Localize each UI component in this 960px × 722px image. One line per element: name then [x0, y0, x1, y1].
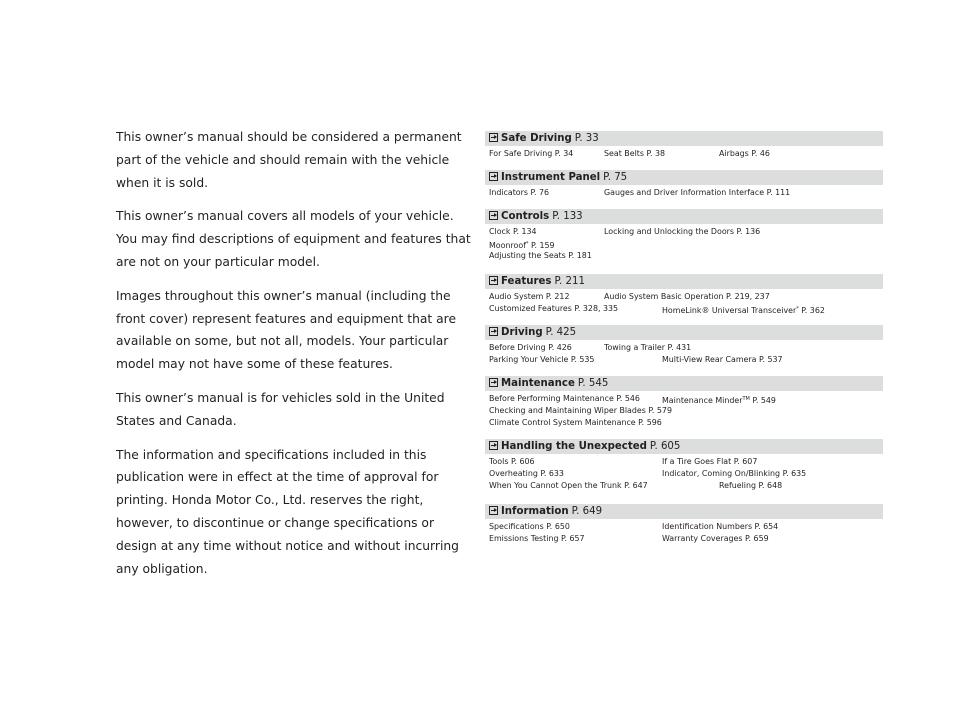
index-link-text: Clock P. 134 — [489, 227, 537, 236]
index-link-text: Adjusting the Seats P. 181 — [489, 251, 592, 260]
quick-reference-index — [485, 131, 883, 545]
index-section — [485, 131, 883, 160]
index-section — [485, 325, 883, 366]
index-link[interactable] — [489, 291, 569, 303]
index-link-text: Refueling P. 648 — [719, 481, 783, 490]
index-link-text: Emissions Testing P. 657 — [489, 534, 585, 543]
section-header[interactable] — [485, 376, 883, 391]
arrow-ref-icon — [489, 327, 498, 336]
index-link-text: For Safe Driving P. 34 — [489, 149, 574, 158]
arrow-ref-icon — [489, 276, 498, 285]
section-title: Safe Driving — [501, 133, 572, 144]
section-header[interactable] — [485, 209, 883, 224]
index-link[interactable] — [489, 226, 537, 238]
section-header[interactable] — [485, 325, 883, 340]
index-row — [485, 250, 883, 262]
index-row — [485, 187, 883, 199]
index-link[interactable] — [489, 303, 618, 315]
index-link-text: Climate Control System Maintenance P. 596 — [489, 418, 662, 427]
index-link[interactable] — [662, 533, 769, 545]
index-link[interactable] — [489, 148, 573, 160]
section-page-ref: P. 75 — [603, 172, 628, 183]
index-row — [485, 393, 883, 405]
index-link-text: HomeLink® Universal Transceiver — [662, 306, 797, 315]
index-link-text: If a Tire Goes Flat P. 607 — [662, 457, 758, 466]
index-section — [485, 376, 883, 429]
index-row — [485, 342, 883, 354]
index-link-text: When You Cannot Open the Trunk P. 647 — [489, 481, 648, 490]
index-link[interactable] — [489, 393, 640, 405]
index-section — [485, 504, 883, 545]
index-link[interactable] — [604, 187, 790, 199]
section-title: Instrument Panel — [501, 172, 601, 183]
index-link[interactable] — [662, 456, 757, 468]
index-row — [485, 303, 883, 315]
section-title: Features — [501, 276, 552, 287]
index-link[interactable] — [662, 354, 783, 366]
section-page-ref: P. 33 — [574, 133, 599, 144]
index-link[interactable] — [489, 521, 570, 533]
index-link-text: Parking Your Vehicle P. 535 — [489, 355, 595, 364]
index-link[interactable] — [662, 521, 778, 533]
index-row — [485, 480, 883, 492]
section-page-ref: P. 545 — [577, 378, 609, 389]
section-header[interactable] — [485, 504, 883, 519]
section-title: Handling the Unexpected — [501, 441, 647, 452]
arrow-ref-icon — [489, 506, 498, 515]
index-link-text: Indicators P. 76 — [489, 188, 550, 197]
index-link[interactable] — [489, 405, 672, 417]
index-link-text: Before Performing Maintenance P. 546 — [489, 394, 640, 403]
index-link-text: Airbags P. 46 — [719, 149, 770, 158]
index-link-text: Identification Numbers P. 654 — [662, 522, 779, 531]
index-link[interactable] — [489, 533, 585, 545]
arrow-ref-icon — [489, 441, 498, 450]
index-section — [485, 439, 883, 492]
section-page-ref: P. 425 — [545, 327, 577, 338]
index-link[interactable] — [489, 342, 572, 354]
index-link-page: P. 362 — [798, 306, 825, 315]
index-row — [485, 533, 883, 545]
section-page-ref: P. 133 — [552, 211, 583, 222]
index-link[interactable] — [719, 148, 770, 160]
index-link[interactable] — [489, 480, 648, 492]
index-link[interactable] — [604, 342, 691, 354]
index-link[interactable] — [604, 226, 760, 238]
intro-paragraph: This owner’s manual should be considered a permanent part of the vehicle and should remain with the vehicle when it is sold. — [116, 130, 462, 190]
arrow-ref-icon — [489, 172, 498, 181]
index-link[interactable] — [604, 148, 665, 160]
index-link-text: Tools P. 606 — [489, 457, 535, 466]
superscript-mark: * — [796, 306, 799, 312]
index-link[interactable] — [489, 187, 549, 199]
index-link[interactable] — [489, 417, 662, 429]
section-header[interactable] — [485, 131, 883, 146]
index-link-text: Moonroof — [489, 241, 526, 250]
section-header[interactable] — [485, 170, 883, 185]
index-link-text: Maintenance Minder — [662, 396, 743, 405]
index-link-text: Multi-View Rear Camera P. 537 — [662, 355, 783, 364]
arrow-ref-icon — [489, 378, 498, 387]
index-link-text: Audio System P. 212 — [489, 292, 570, 301]
index-link-text: Seat Belts P. 38 — [604, 149, 666, 158]
index-link[interactable] — [489, 468, 564, 480]
index-link[interactable] — [719, 480, 782, 492]
section-page-ref: P. 605 — [649, 441, 681, 452]
intro-paragraph: This owner’s manual covers all models of your vehicle. You may find descriptions of equipment and features that are not on your particular model. — [116, 209, 471, 269]
index-link-text: Audio System Basic Operation P. 219, 237 — [604, 292, 770, 301]
section-header[interactable] — [485, 274, 883, 289]
index-link[interactable] — [604, 291, 770, 303]
index-section — [485, 209, 883, 262]
index-link-text: Before Driving P. 426 — [489, 343, 572, 352]
index-link[interactable] — [662, 303, 825, 317]
arrow-ref-icon — [489, 133, 498, 142]
index-link-page: P. 159 — [528, 241, 555, 250]
section-page-ref: P. 649 — [571, 506, 603, 517]
index-link-text: Customized Features P. 328, 335 — [489, 304, 619, 313]
arrow-ref-icon — [489, 211, 498, 220]
index-link-text: Overheating P. 633 — [489, 469, 564, 478]
index-section — [485, 170, 883, 199]
section-title: Controls — [501, 211, 550, 222]
index-row — [485, 148, 883, 160]
index-row — [485, 521, 883, 533]
section-page-ref: P. 211 — [554, 276, 585, 287]
index-section — [485, 274, 883, 315]
index-row — [485, 291, 883, 303]
index-link[interactable] — [489, 354, 594, 366]
intro-text — [116, 126, 478, 591]
index-link-text: Specifications P. 650 — [489, 522, 570, 531]
index-row — [485, 456, 883, 468]
intro-paragraph: Images throughout this owner’s manual (including the front cover) represent features and equipment that are available on some, but not all, models. Your particular model may not have some of these features. — [116, 288, 457, 372]
index-row — [485, 405, 883, 417]
section-title: Information — [501, 506, 569, 517]
section-title: Maintenance — [501, 378, 575, 389]
index-link[interactable] — [489, 456, 535, 468]
index-link-text: Indicator, Coming On/Blinking P. 635 — [662, 469, 807, 478]
index-row — [485, 238, 883, 250]
intro-paragraph: This owner’s manual is for vehicles sold in the United States and Canada. — [116, 390, 445, 428]
intro-paragraph: The information and specifications included in this publication were in effect at the time of approval for printing. Honda Motor Co., Ltd. reserves the right, however, to discontinue or change specifications or design at any time without notice and without incurring any obligation. — [116, 447, 459, 576]
index-link-page: P. 549 — [749, 396, 776, 405]
index-row — [485, 417, 883, 429]
section-header[interactable] — [485, 439, 883, 454]
index-row — [485, 354, 883, 366]
index-link-text: Locking and Unlocking the Doors P. 136 — [604, 227, 761, 236]
index-link-text: Gauges and Driver Information Interface P. 111 — [604, 188, 791, 197]
index-row — [485, 226, 883, 238]
index-link[interactable] — [489, 250, 592, 262]
index-link[interactable] — [662, 468, 806, 480]
superscript-mark: * — [525, 241, 529, 247]
index-link-text: Checking and Maintaining Wiper Blades P. 579 — [489, 406, 672, 415]
index-row — [485, 468, 883, 480]
section-title: Driving — [501, 327, 543, 338]
index-link-text: Warranty Coverages P. 659 — [662, 534, 769, 543]
superscript-mark: TM — [742, 396, 750, 402]
index-link-text: Towing a Trailer P. 431 — [604, 343, 692, 352]
